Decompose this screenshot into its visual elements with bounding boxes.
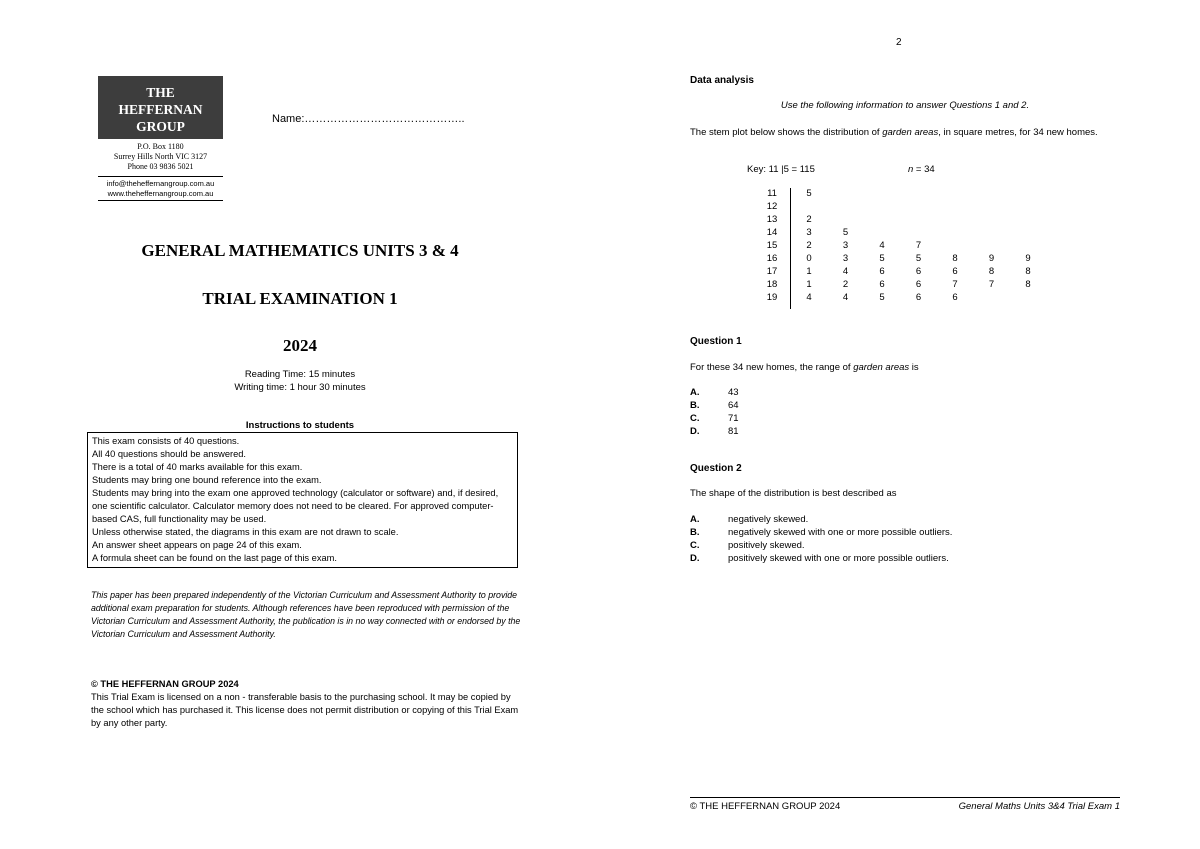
instructions-heading: Instructions to students (245, 420, 355, 431)
leaf-value: 4 (806, 292, 812, 303)
option-text: positively skewed. (728, 540, 805, 551)
logo-line-2: HEFFERNAN (118, 102, 203, 117)
option-letter: B. (690, 400, 700, 411)
stem-plot-divider (790, 188, 791, 309)
question-page (600, 0, 1200, 849)
address-line-1: P.O. Box 1180 (137, 142, 184, 151)
phone-line: Phone 03 9836 5021 (127, 162, 194, 171)
question-instruction: Use the following information to answer Questions 1 and 2. (780, 100, 1030, 111)
option-letter: D. (690, 553, 700, 564)
question-1-text (690, 362, 919, 373)
section-title: Data analysis (690, 75, 754, 86)
option-text: 71 (728, 413, 739, 424)
logo-divider (98, 176, 223, 177)
leaf-value: 4 (842, 266, 849, 277)
sample-size (908, 164, 935, 175)
leaf-value: 9 (1025, 253, 1031, 264)
publisher-contact (98, 179, 223, 198)
leaf-value: 2 (806, 240, 812, 251)
copyright-block (91, 678, 521, 730)
exam-year: 2024 (283, 336, 317, 355)
stem-value: 18 (766, 279, 778, 290)
instructions-box (87, 432, 518, 568)
leaf-value: 5 (879, 253, 885, 264)
exam-subtitle: TRIAL EXAMINATION 1 (202, 289, 398, 308)
q1-text: For these 34 new homes, the range of (690, 362, 854, 373)
leaf-value: 3 (806, 227, 812, 238)
address-line-2: Surrey Hills North VIC 3127 (113, 152, 208, 161)
q1-option-d[interactable] (690, 425, 739, 438)
option-text: 81 (728, 426, 739, 437)
option-text: 64 (728, 400, 739, 411)
instruction-item: Students may bring one bound reference into the exam. (92, 475, 322, 485)
question-2-title: Question 2 (690, 463, 742, 474)
q2-option-b[interactable] (690, 526, 952, 539)
option-text: 43 (728, 387, 739, 398)
option-text: positively skewed with one or more possible outliers. (728, 553, 949, 564)
leaf-value: 2 (842, 279, 849, 290)
writing-time: Writing time: 1 hour 30 minutes (234, 382, 366, 393)
instruction-item: There is a total of 40 marks available for this exam. (92, 462, 303, 472)
publisher-address (98, 142, 223, 172)
leaf-value: 8 (988, 266, 995, 277)
question-1-title: Question 1 (690, 336, 742, 347)
publisher-logo-block (98, 76, 223, 203)
stem-value: 13 (766, 214, 778, 225)
leaf-value: 5 (806, 188, 812, 199)
leaf-value: 5 (842, 227, 849, 238)
stem-value: 16 (766, 253, 778, 264)
option-text: negatively skewed with one or more possible outliers. (728, 527, 953, 538)
n-symbol: n (908, 164, 914, 175)
question-2-options (690, 513, 952, 565)
leaf-value: 6 (952, 266, 958, 277)
logo-divider-bottom (98, 200, 223, 201)
leaf-value: 6 (879, 279, 885, 290)
stem-value: 17 (766, 266, 778, 277)
option-letter: D. (690, 426, 700, 437)
copyright-text: This Trial Exam is licensed on a non - transferable basis to the purchasing school. It may be copied by the school which has purchased it. This license does not permit distribution or copying of this Trial Exam by any other party. (91, 692, 519, 728)
logo-line-3: GROUP (136, 119, 185, 134)
email-line: info@theheffernangroup.com.au (106, 179, 215, 188)
leaf-value: 9 (988, 253, 995, 264)
q1-option-a[interactable] (690, 386, 739, 399)
copyright-heading: © THE HEFFERNAN GROUP 2024 (91, 679, 239, 689)
leaf-value: 8 (1025, 279, 1031, 290)
reading-time: Reading Time: 15 minutes (244, 369, 356, 380)
leaf-value: 4 (879, 240, 885, 251)
q1-option-c[interactable] (690, 412, 739, 425)
leaf-value: 7 (952, 279, 958, 290)
q2-option-c[interactable] (690, 539, 952, 552)
stem-plot-key: Key: 11 |5 = 115 (747, 164, 815, 175)
leaf-value: 7 (988, 279, 995, 290)
disclaimer-text: This paper has been prepared independently of the Victorian Curriculum and Assessment Authority to provide additional exam preparation for students. Although references have been reproduced with permission of the Victorian Curriculum and Assessment Authority, the publication is in no way connected with or endorsed by the Victorian Curriculum and Assessment Authority. (91, 590, 521, 639)
leaf-value: 6 (915, 292, 922, 303)
leaf-value: 1 (806, 266, 812, 277)
leaf-value: 3 (842, 240, 849, 251)
leaf-value: 6 (952, 292, 958, 303)
q2-option-d[interactable] (690, 552, 952, 565)
instruction-item: All 40 questions should be answered. (92, 449, 247, 459)
leaf-value: 5 (879, 292, 885, 303)
leaf-value: 3 (842, 253, 849, 264)
option-text: negatively skewed. (728, 514, 809, 525)
intro-text-end: , in square metres, for 34 new homes. (938, 127, 1098, 138)
publisher-logo (98, 76, 223, 139)
option-letter: C. (690, 413, 700, 424)
leaf-value: 4 (842, 292, 849, 303)
stem-value: 14 (766, 227, 778, 238)
question-2-text: The shape of the distribution is best described as (690, 488, 897, 499)
student-name-line: Name:…………………………………….. (272, 113, 465, 125)
intro-text: The stem plot below shows the distribution of (690, 127, 883, 138)
option-letter: A. (690, 514, 700, 525)
leaf-value: 2 (806, 214, 812, 225)
leaf-value: 5 (915, 253, 922, 264)
option-letter: C. (690, 540, 700, 551)
q1-option-b[interactable] (690, 399, 739, 412)
instruction-item: A formula sheet can be found on the last page of this exam. (92, 553, 337, 563)
leaf-value: 0 (806, 253, 812, 264)
instruction-item: Students may bring into the exam one approved technology (calculator or software) and, if desired, one scientific calculator. Calculator memory does not need to be cleared. For approved computer-based CAS, full functionality may be used. (92, 488, 499, 524)
stem-plot-intro (690, 126, 1130, 139)
option-letter: A. (690, 387, 700, 398)
question-1-options (690, 386, 739, 438)
leaf-value: 7 (915, 240, 922, 251)
footer-copyright: © THE HEFFERNAN GROUP 2024 (690, 801, 841, 812)
stem-value: 19 (766, 292, 778, 303)
leaf-value: 8 (952, 253, 958, 264)
leaf-value: 8 (1025, 266, 1031, 277)
exam-title: GENERAL MATHEMATICS UNITS 3 & 4 (141, 241, 459, 260)
leaf-value: 1 (806, 279, 812, 290)
website-line: www.theheffernangroup.com.au (107, 188, 214, 198)
stem-value: 15 (766, 240, 778, 251)
intro-emphasis: garden areas (882, 127, 939, 138)
q1-text-end: is (909, 362, 919, 373)
page-number: 2 (896, 37, 902, 48)
footer-divider (690, 797, 1120, 798)
leaf-value: 6 (915, 266, 922, 277)
stem-value: 12 (766, 201, 778, 212)
instruction-item: An answer sheet appears on page 24 of this exam. (92, 540, 302, 550)
q2-option-a[interactable] (690, 513, 952, 526)
leaf-value: 6 (915, 279, 922, 290)
footer-exam-name: General Maths Units 3&4 Trial Exam 1 (958, 801, 1120, 812)
q1-emphasis: garden areas (853, 362, 910, 373)
instruction-item: Unless otherwise stated, the diagrams in this exam are not drawn to scale. (92, 527, 399, 537)
option-letter: B. (690, 527, 700, 538)
logo-line-1: THE (146, 85, 175, 100)
instruction-item: This exam consists of 40 questions. (92, 436, 240, 446)
leaf-value: 6 (879, 266, 885, 277)
n-value: = 34 (913, 164, 935, 175)
stem-value: 11 (767, 188, 777, 199)
